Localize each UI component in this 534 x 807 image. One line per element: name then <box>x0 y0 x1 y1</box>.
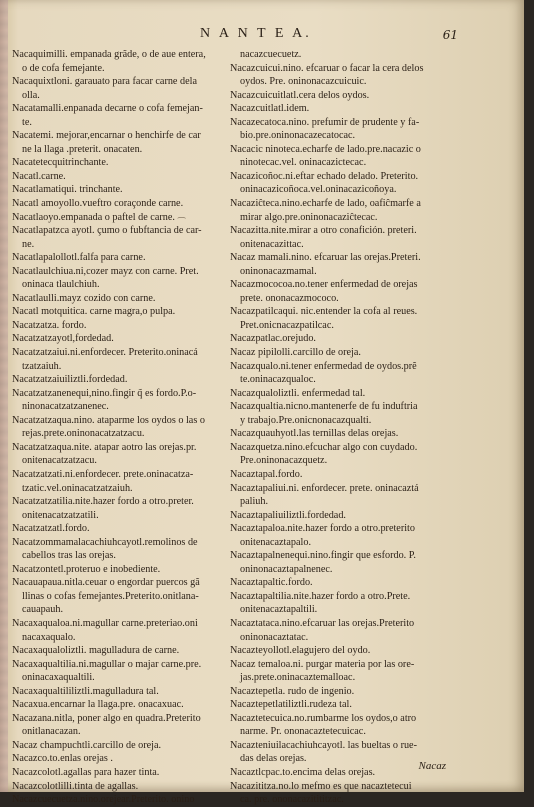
dictionary-line: rejas.prete.oninonacatzatzacu. <box>22 428 145 440</box>
dictionary-line: Nacatl amoyollo.vueftro coraçonde carne. <box>12 198 184 210</box>
dictionary-line: Nacatl.carne. <box>12 170 66 182</box>
dictionary-line: tzatzaiuh. <box>22 360 62 372</box>
dictionary-line: Nacaz champuchtli.carcillo de oreja. <box>12 739 162 751</box>
dictionary-line: Nacaztapaltilia.nite.hazer fordo a otro.Prete. <box>230 590 411 602</box>
dictionary-line: Nacaquixtloni. garauato para facar carne dela <box>12 76 197 88</box>
dictionary-line: Nacaztepetla. rudo de ingenio. <box>230 685 355 697</box>
dictionary-line: Nacaztapalnenequi.nino.fingir que esfordo. P. <box>230 550 416 562</box>
dictionary-line: Nacaquimilli. empanada grãde, o de aue entera, <box>12 49 206 60</box>
dictionary-line: Nacatzatzaqua.nite. atapar aotro las orejas.pr. <box>12 441 197 453</box>
dictionary-line: Nacaztapaliui.ni. enfordecer. prete. oninacaztá <box>230 482 419 494</box>
dictionary-line: Pret.onicnacazpatilcac. <box>240 319 334 331</box>
dictionary-line: oydos. Pre. oninonacazcuicuic. <box>240 76 367 88</box>
dictionary-line: te.oninacazqualoc. <box>240 374 316 386</box>
page-header <box>0 26 524 46</box>
dictionary-line: Nacacic ninoteca.echarfe de lado.pre.nacazic o <box>230 143 421 155</box>
dictionary-line: narme. Pr. ononacaztetecuicac. <box>240 726 366 738</box>
dictionary-line: Nacatzatza. fordo. <box>12 319 87 331</box>
dictionary-line: Nacatzatzayotl,fordedad. <box>12 333 114 345</box>
dictionary-line: Nacatetecquitrinchante. <box>12 157 109 169</box>
dictionary-line: Nacazecatoca.nino. prefumir de prudente y fa- <box>230 116 420 128</box>
dictionary-line: onitenacatzatzacu. <box>22 455 97 467</box>
dictionary-line: Nacatlaoyo.empanada o paftel de carne. <box>12 211 175 223</box>
dictionary-line: Nacazcolotlilli.tinta de agallas. <box>12 780 139 792</box>
dictionary-line: Nacazcuicuitlatl.cera delos oydos. <box>230 89 370 101</box>
dictionary-line: Nacatemi. mejorar,encarnar o henchirfe de car <box>12 130 201 142</box>
dictionary-line: Nacazpatlac.orejudo. <box>230 333 316 345</box>
dictionary-line: jas.prete.oninacaztemalloac. <box>240 672 356 684</box>
dictionary-line: nacaxaqualo. <box>22 631 76 643</box>
dictionary-line: ninotecac.vel. oninacazictecac. <box>240 157 367 169</box>
dictionary-line: Nacatlaulchiua.ni,cozer mayz con carne. Pret. <box>12 265 199 277</box>
dictionary-line: oninacaxaqualtili. <box>22 672 95 684</box>
dictionary-line: Nacatzatzaiui.ni.enfordecer. Preterito.oninacá <box>12 347 198 359</box>
dictionary-line: cabellos tras las orejas. <box>22 550 116 562</box>
dictionary-line: oninaca tlaulchiuh. <box>22 279 100 291</box>
dictionary-line: Nacaztapaloa.nite.hazer fordo a otro.preterito <box>230 523 415 535</box>
dictionary-line: Nacaztetecuica.no.rumbarme los oydos,o atro <box>230 712 417 724</box>
dictionary-line: Nacatzatzanenequi,nino.fingir q̃ es fordo.P.o- <box>12 387 197 399</box>
dictionary-line: Nacaz temaloa.ni. purgar materia por las ore- <box>230 658 415 670</box>
dictionary-line: tzatic.vel.oninacatzatzaiuh. <box>22 482 133 494</box>
page-number: 61 <box>442 28 458 42</box>
dictionary-line: Nacazicoñoc.ni.eftar echado delado. Preterito. <box>230 170 419 182</box>
dictionary-line: Nacazititza.no.lo mefmo es que nacaztetecui <box>230 780 412 792</box>
dictionary-line: prete. ononacazmococo. <box>240 292 339 304</box>
dictionary-line: Nacatlapalollotl.falfa para carne. <box>12 252 146 264</box>
dictionary-line: Nacaxaqualoa.ni.magullar carne.preteriao.oni <box>12 617 198 629</box>
dictionary-line: Nacatzatzaqua.nino. ataparme los oydos o las o <box>12 414 205 426</box>
left-column <box>12 48 226 807</box>
dictionary-line: oninonacaztatac. <box>240 631 309 643</box>
dictionary-line: Nacazquetza.nino.efcuchar algo con cuydado. <box>230 441 418 453</box>
dictionary-line: Nacatzatzaiuiliztli.fordedad. <box>12 374 128 386</box>
dictionary-line: Nacaz mamali.nino. efcaruar las orejas.Preteri. <box>230 252 421 264</box>
dictionary-line: Pre.oninonacazquetz. <box>240 455 328 467</box>
dictionary-line: Nacazcuicui.nino. efcaruar o facar la cera delos <box>230 62 424 74</box>
dictionary-line: olla. <box>22 89 40 101</box>
dictionary-line: onitenacatzatzatili. <box>22 509 99 521</box>
dictionary-line: onitenacazittac. <box>240 238 304 250</box>
dictionary-line: mirar algo.pre.oninonacaziĉtecac. <box>240 211 378 223</box>
dictionary-line: oninacazicoñoca.vel.oninacazicoñoya. <box>240 184 397 196</box>
dictionary-line: Nacaz pipilolli.carcillo de oreja. <box>230 347 361 359</box>
dictionary-line: Nacazquauhyotl.las ternillas delas orejas. <box>230 428 399 440</box>
dictionary-line: cauapauh. <box>22 604 64 616</box>
dictionary-line: onitlanacazan. <box>22 726 81 738</box>
dictionary-line: Nacatlapatzca ayotl. çumo o fubftancia de car- <box>12 225 202 237</box>
dictionary-line: Nacazteniuilacachiuhcayotl. las bueltas o rue- <box>230 739 417 751</box>
dictionary-line: Nacaxaqualoliztli. magulladura de carne. <box>12 645 180 657</box>
dictionary-line: Nacatzatzatl.fordo. <box>12 523 90 535</box>
dictionary-line: Nacatzommamalacachiuhcayotl.remolinos de <box>12 536 198 548</box>
dictionary-line: das delas orejas. <box>240 753 307 765</box>
dictionary-line: y trabajo.Pre.onicnonacazqualti. <box>240 414 372 426</box>
dictionary-line: Nacaztapaltic.fordo. <box>230 577 313 589</box>
dictionary-line: ne la llaga .preterit. onacaten. <box>22 143 143 155</box>
dictionary-line: Nacazqualoliztli. enfermedad tal. <box>230 387 366 399</box>
dictionary-line: Nacauapaua.nitla.ceuar o engordar puercos gã <box>12 577 200 589</box>
dictionary-line: oninonacazmamal. <box>240 265 317 277</box>
dictionary-line: onitenacaztapaltili. <box>240 604 318 616</box>
dictionary-line: Nacaztapal.fordo. <box>230 468 303 480</box>
dictionary-line: Nacazmococoa.no.tener enfermedad de orejas <box>230 279 418 291</box>
dictionary-line: Nacazcuecuetza.nino.orejear.Preterito. onino <box>12 794 195 806</box>
dictionary-line: Nacazqualo.ni.tener enfermedad de oydos.prẽ <box>230 360 417 372</box>
dictionary-line: Nacatamalli.enpanada decarne o cofa femejan- <box>12 103 203 115</box>
dictionary-line: llinas o cofas femejantes.Preterito.onitlana- <box>22 590 199 602</box>
dictionary-line: o de cofa femejante. <box>22 62 105 74</box>
dictionary-line: Nacaxua.encarnar la llaga.pre. onacaxuac. <box>12 699 184 711</box>
dictionary-line: Nacazpatilcaqui. nic.entender la cofa al reues. <box>230 306 418 318</box>
dictionary-line: Nacatlaulli.mayz cozido con carne. <box>12 292 156 304</box>
catchword: Nacaz <box>418 760 446 772</box>
dictionary-line: ca. pre. ononacazitititzac. <box>240 794 344 806</box>
dictionary-line: Nacatzatzati.ni.enfordecer. prete.oninacatza- <box>12 468 194 480</box>
dictionary-line: onitenacaztapalo. <box>240 536 311 548</box>
dictionary-line: Nacazana.nitla, poner algo en quadra.Preterito <box>12 712 201 724</box>
dictionary-line: bio.pre.oninonacazecatocac. <box>240 130 356 142</box>
dictionary-line: Nacaztapaliuiliztli.fordedad. <box>230 509 346 521</box>
dictionary-line: Nacazteyollotl.elagujero del oydo. <box>230 645 371 657</box>
ink-flourish-icon: ⁀ <box>178 218 186 228</box>
dictionary-line: Nacatzontetl.proteruo e inobediente. <box>12 563 161 575</box>
dictionary-line: Nacazitta.nite.mirar a otro conafición. preteri. <box>230 225 417 237</box>
dictionary-line: Nacatlamatiqui. trinchante. <box>12 184 123 196</box>
dictionary-line: Nacazcuitlatl.idem. <box>230 103 310 115</box>
running-title: N A N T E A. <box>200 26 312 41</box>
dictionary-line: Nacatl motquitica. carne magra,o pulpa. <box>12 306 176 318</box>
dictionary-line: Nacaziĉteca.nino.echarfe de lado, oafiĉmarfe a <box>230 198 421 210</box>
dictionary-line: nacazcuecuetz. <box>240 49 302 60</box>
dictionary-line: Nacaztepetlatiliztli.rudeza tal. <box>230 699 352 711</box>
dictionary-line: te. <box>22 116 32 128</box>
dictionary-line: ninonacatzatzanenec. <box>22 401 109 413</box>
dictionary-line: Nacaxaqualtilia.ni.magullar o majar carne.pre. <box>12 658 202 670</box>
dictionary-line: Nacazqualtia.nicno.mantenerfe de fu induftria <box>230 401 418 413</box>
dictionary-line: Nacatzatzatilia.nite.hazer fordo a otro.preter. <box>12 496 194 508</box>
right-column <box>230 48 458 807</box>
dictionary-line: Nacazcolotl.agallas para hazer tinta. <box>12 766 160 778</box>
dictionary-line: Nacazco.to.enlas orejas . <box>12 753 113 765</box>
dictionary-line: Nacaztlcpac.to.encima delas orejas. <box>230 766 376 778</box>
dictionary-line: paliuh. <box>240 496 269 508</box>
dictionary-line: oninonacaztapalnenec. <box>240 563 333 575</box>
binding-edge <box>0 0 8 792</box>
dictionary-line: Nacaztataca.nino.efcaruar las orejas.Preterito <box>230 617 415 629</box>
dictionary-line: ne. <box>22 238 35 250</box>
dictionary-line: Nacaxaqualtililiztli.magulladura tal. <box>12 685 159 697</box>
